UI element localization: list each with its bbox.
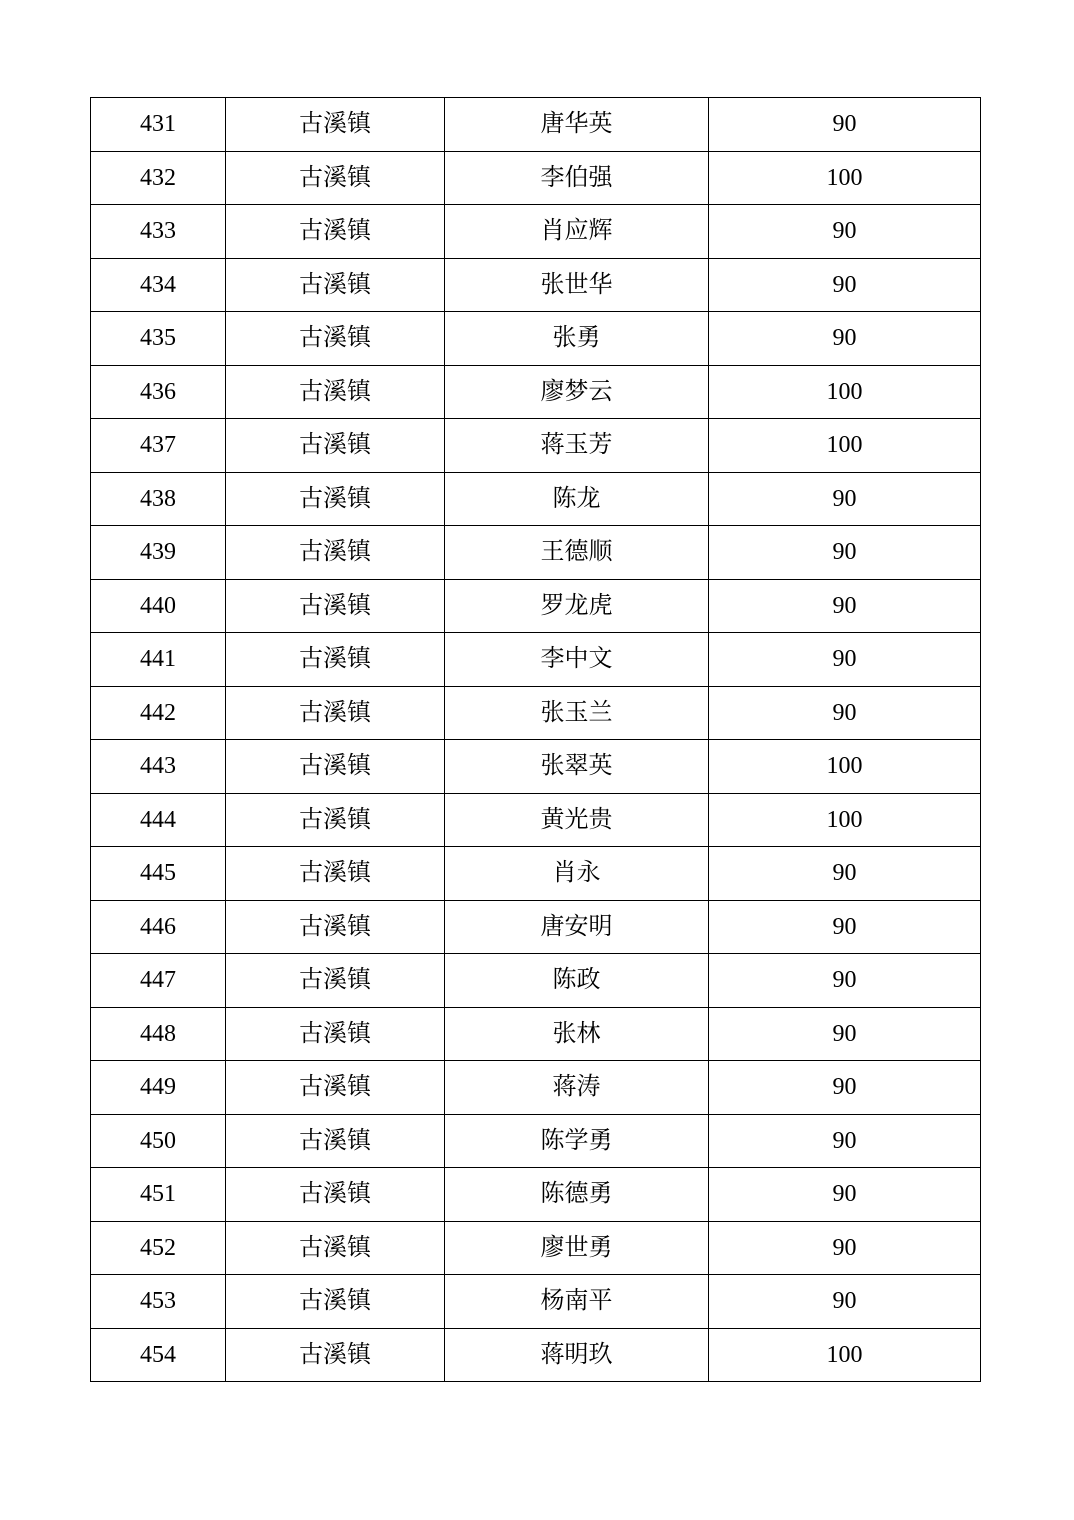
town-cell: 古溪镇 — [226, 151, 445, 205]
town-cell: 古溪镇 — [226, 1114, 445, 1168]
score-cell: 90 — [709, 686, 981, 740]
row-number-cell: 440 — [91, 579, 226, 633]
table-row — [91, 579, 981, 633]
town-cell: 古溪镇 — [226, 1061, 445, 1115]
town-cell: 古溪镇 — [226, 312, 445, 366]
row-number-cell: 443 — [91, 740, 226, 794]
person-name-cell: 蒋玉芳 — [445, 419, 709, 473]
table-row — [91, 1007, 981, 1061]
score-cell: 90 — [709, 1275, 981, 1329]
score-cell: 90 — [709, 1061, 981, 1115]
score-cell: 90 — [709, 579, 981, 633]
row-number-cell: 437 — [91, 419, 226, 473]
row-number-cell: 439 — [91, 526, 226, 580]
score-cell: 90 — [709, 1007, 981, 1061]
town-cell: 古溪镇 — [226, 419, 445, 473]
score-cell: 100 — [709, 419, 981, 473]
roster-table — [90, 97, 981, 1382]
table-row — [91, 151, 981, 205]
table-row — [91, 1275, 981, 1329]
person-name-cell: 黄光贵 — [445, 793, 709, 847]
table-row — [91, 1221, 981, 1275]
person-name-cell: 蒋明玖 — [445, 1328, 709, 1382]
person-name-cell: 陈政 — [445, 954, 709, 1008]
town-cell: 古溪镇 — [226, 900, 445, 954]
table-row — [91, 312, 981, 366]
town-cell: 古溪镇 — [226, 793, 445, 847]
row-number-cell: 441 — [91, 633, 226, 687]
score-cell: 90 — [709, 954, 981, 1008]
score-cell: 100 — [709, 151, 981, 205]
table-row — [91, 633, 981, 687]
person-name-cell: 陈德勇 — [445, 1168, 709, 1222]
town-cell: 古溪镇 — [226, 1328, 445, 1382]
row-number-cell: 449 — [91, 1061, 226, 1115]
table-row — [91, 1168, 981, 1222]
row-number-cell: 452 — [91, 1221, 226, 1275]
town-cell: 古溪镇 — [226, 633, 445, 687]
town-cell: 古溪镇 — [226, 98, 445, 152]
score-cell: 90 — [709, 312, 981, 366]
town-cell: 古溪镇 — [226, 1007, 445, 1061]
row-number-cell: 431 — [91, 98, 226, 152]
town-cell: 古溪镇 — [226, 847, 445, 901]
person-name-cell: 唐安明 — [445, 900, 709, 954]
row-number-cell: 451 — [91, 1168, 226, 1222]
row-number-cell: 442 — [91, 686, 226, 740]
person-name-cell: 张翠英 — [445, 740, 709, 794]
table-row — [91, 686, 981, 740]
person-name-cell: 李伯强 — [445, 151, 709, 205]
table-row — [91, 526, 981, 580]
person-name-cell: 李中文 — [445, 633, 709, 687]
row-number-cell: 446 — [91, 900, 226, 954]
score-cell: 90 — [709, 1114, 981, 1168]
score-cell: 90 — [709, 98, 981, 152]
score-cell: 90 — [709, 633, 981, 687]
table-row — [91, 98, 981, 152]
score-cell: 90 — [709, 847, 981, 901]
table-row — [91, 1328, 981, 1382]
person-name-cell: 廖梦云 — [445, 365, 709, 419]
row-number-cell: 448 — [91, 1007, 226, 1061]
score-cell: 100 — [709, 793, 981, 847]
town-cell: 古溪镇 — [226, 365, 445, 419]
town-cell: 古溪镇 — [226, 1168, 445, 1222]
score-cell: 90 — [709, 205, 981, 259]
table-row — [91, 793, 981, 847]
row-number-cell: 450 — [91, 1114, 226, 1168]
table-row — [91, 1061, 981, 1115]
row-number-cell: 454 — [91, 1328, 226, 1382]
score-cell: 100 — [709, 365, 981, 419]
person-name-cell: 张勇 — [445, 312, 709, 366]
table-row — [91, 740, 981, 794]
person-name-cell: 肖永 — [445, 847, 709, 901]
table-row — [91, 205, 981, 259]
table-row — [91, 365, 981, 419]
person-name-cell: 廖世勇 — [445, 1221, 709, 1275]
row-number-cell: 453 — [91, 1275, 226, 1329]
person-name-cell: 杨南平 — [445, 1275, 709, 1329]
person-name-cell: 罗龙虎 — [445, 579, 709, 633]
row-number-cell: 432 — [91, 151, 226, 205]
table-row — [91, 954, 981, 1008]
roster-table-body — [91, 98, 981, 1382]
score-cell: 90 — [709, 472, 981, 526]
town-cell: 古溪镇 — [226, 526, 445, 580]
person-name-cell: 王德顺 — [445, 526, 709, 580]
row-number-cell: 436 — [91, 365, 226, 419]
table-row — [91, 472, 981, 526]
score-cell: 100 — [709, 740, 981, 794]
person-name-cell: 张世华 — [445, 258, 709, 312]
person-name-cell: 唐华英 — [445, 98, 709, 152]
score-cell: 100 — [709, 1328, 981, 1382]
person-name-cell: 陈龙 — [445, 472, 709, 526]
table-row — [91, 900, 981, 954]
person-name-cell: 陈学勇 — [445, 1114, 709, 1168]
person-name-cell: 蒋涛 — [445, 1061, 709, 1115]
town-cell: 古溪镇 — [226, 686, 445, 740]
town-cell: 古溪镇 — [226, 740, 445, 794]
person-name-cell: 张林 — [445, 1007, 709, 1061]
score-cell: 90 — [709, 1168, 981, 1222]
row-number-cell: 445 — [91, 847, 226, 901]
score-cell: 90 — [709, 258, 981, 312]
score-cell: 90 — [709, 526, 981, 580]
row-number-cell: 447 — [91, 954, 226, 1008]
town-cell: 古溪镇 — [226, 1275, 445, 1329]
town-cell: 古溪镇 — [226, 258, 445, 312]
row-number-cell: 434 — [91, 258, 226, 312]
row-number-cell: 444 — [91, 793, 226, 847]
town-cell: 古溪镇 — [226, 472, 445, 526]
table-row — [91, 419, 981, 473]
town-cell: 古溪镇 — [226, 1221, 445, 1275]
table-row — [91, 847, 981, 901]
table-row — [91, 258, 981, 312]
table-row — [91, 1114, 981, 1168]
row-number-cell: 438 — [91, 472, 226, 526]
person-name-cell: 张玉兰 — [445, 686, 709, 740]
person-name-cell: 肖应辉 — [445, 205, 709, 259]
row-number-cell: 433 — [91, 205, 226, 259]
town-cell: 古溪镇 — [226, 579, 445, 633]
town-cell: 古溪镇 — [226, 954, 445, 1008]
score-cell: 90 — [709, 900, 981, 954]
town-cell: 古溪镇 — [226, 205, 445, 259]
score-cell: 90 — [709, 1221, 981, 1275]
row-number-cell: 435 — [91, 312, 226, 366]
